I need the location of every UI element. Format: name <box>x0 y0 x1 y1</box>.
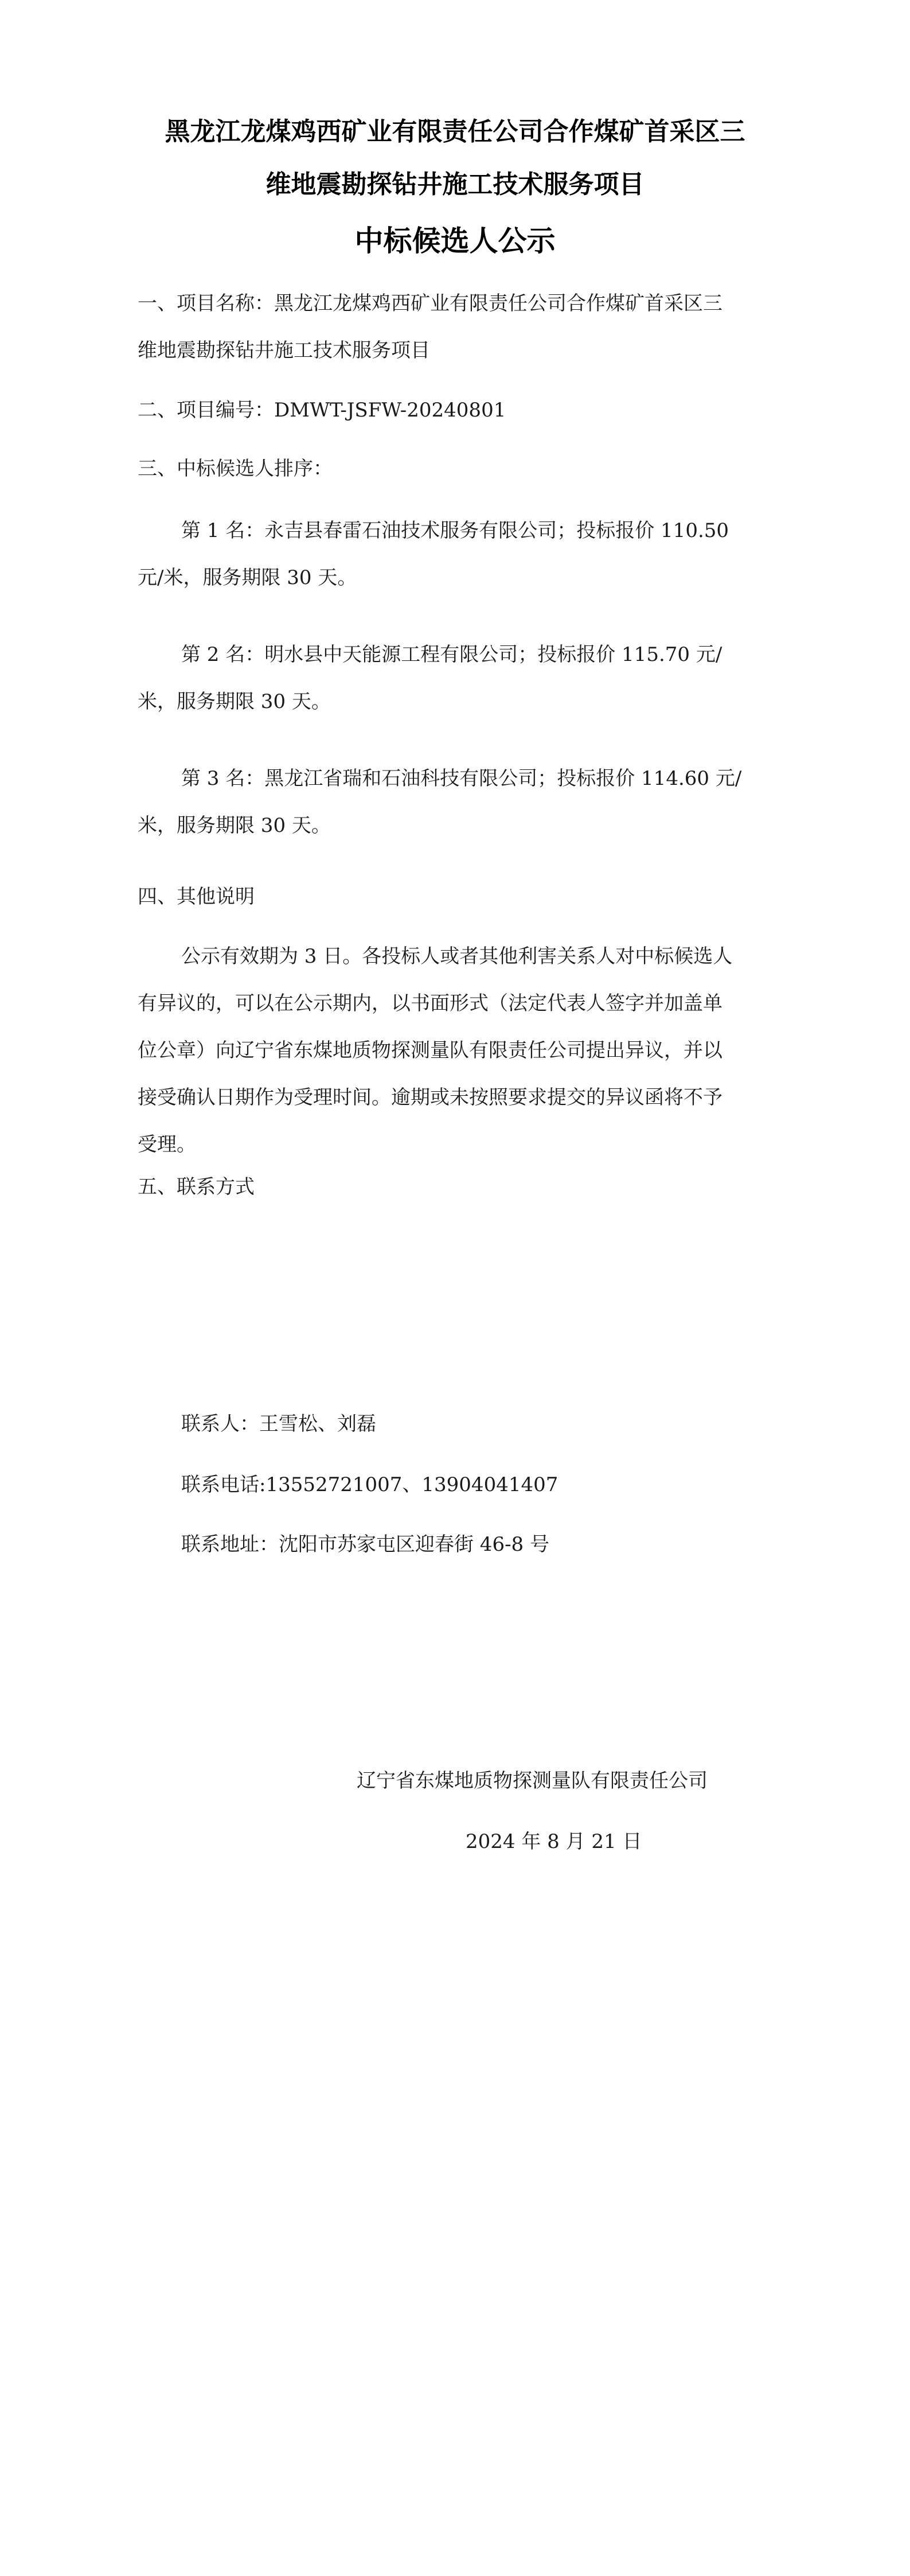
contact-address: 联系地址：沈阳市苏家屯区迎春街 46-8 号 <box>181 1533 549 1556</box>
candidate-2-line-2: 米，服务期限 30 天。 <box>138 690 331 713</box>
other-notes-body <box>138 933 774 1168</box>
document-subtitle: 中标候选人公示 <box>354 224 556 258</box>
candidate-2 <box>138 631 774 725</box>
other-notes-line-4: 接受确认日期作为受理时间。逾期或未按照要求提交的异议函将不予 <box>138 1086 722 1109</box>
project-name-section <box>138 280 774 374</box>
candidate-1-line-2: 元/米，服务期限 30 天。 <box>138 566 357 589</box>
contact-heading <box>138 1164 774 1211</box>
title-line-2: 维地震勘探钻井施工技术服务项目 <box>265 170 645 199</box>
signature-date: 2024 年 8 月 21 日 <box>466 1830 642 1853</box>
other-notes-line-5: 受理。 <box>138 1133 196 1156</box>
candidate-3-line-1: 第 3 名：黑龙江省瑞和石油科技有限公司；投标报价 114.60 元/ <box>181 767 742 790</box>
project-name-line-2: 维地震勘探钻井施工技术服务项目 <box>138 339 430 362</box>
document-title <box>115 106 795 211</box>
candidate-2-line-1: 第 2 名：明水县中天能源工程有限公司；投标报价 115.70 元/ <box>181 643 722 666</box>
other-notes-heading-line: 四、其他说明 <box>138 885 255 908</box>
title-line-1: 黑龙江龙煤鸡西矿业有限责任公司合作煤矿首采区三 <box>165 117 745 146</box>
signature-organization: 辽宁省东煤地质物探测量队有限责任公司 <box>357 1769 708 1792</box>
contact-heading-line: 五、联系方式 <box>138 1176 255 1198</box>
other-notes-line-3: 位公章）向辽宁省东煤地质物探测量队有限责任公司提出异议，并以 <box>138 1039 722 1062</box>
ranking-heading-line: 三、中标候选人排序： <box>138 457 333 480</box>
contact-person: 联系人：王雪松、刘磊 <box>181 1412 376 1435</box>
project-name-line-1: 一、项目名称：黑龙江龙煤鸡西矿业有限责任公司合作煤矿首采区三 <box>138 292 722 315</box>
candidate-1 <box>138 507 774 601</box>
other-notes-line-1: 公示有效期为 3 日。各投标人或者其他利害关系人对中标候选人 <box>181 945 733 968</box>
other-notes-line-2: 有异议的，可以在公示期内，以书面形式（法定代表人签字并加盖单 <box>138 992 722 1015</box>
candidate-1-line-1: 第 1 名：永吉县春雷石油技术服务有限公司；投标报价 110.50 <box>181 519 729 542</box>
project-number-line: 二、项目编号：DMWT-JSFW-20240801 <box>138 399 506 422</box>
candidate-3-line-2: 米，服务期限 30 天。 <box>138 814 331 837</box>
candidate-3 <box>138 755 774 849</box>
project-number-section <box>138 387 774 434</box>
other-notes-heading <box>138 873 774 920</box>
contact-phone: 联系电话:13552721007、13904041407 <box>181 1473 559 1496</box>
candidate-ranking-heading <box>138 445 774 492</box>
